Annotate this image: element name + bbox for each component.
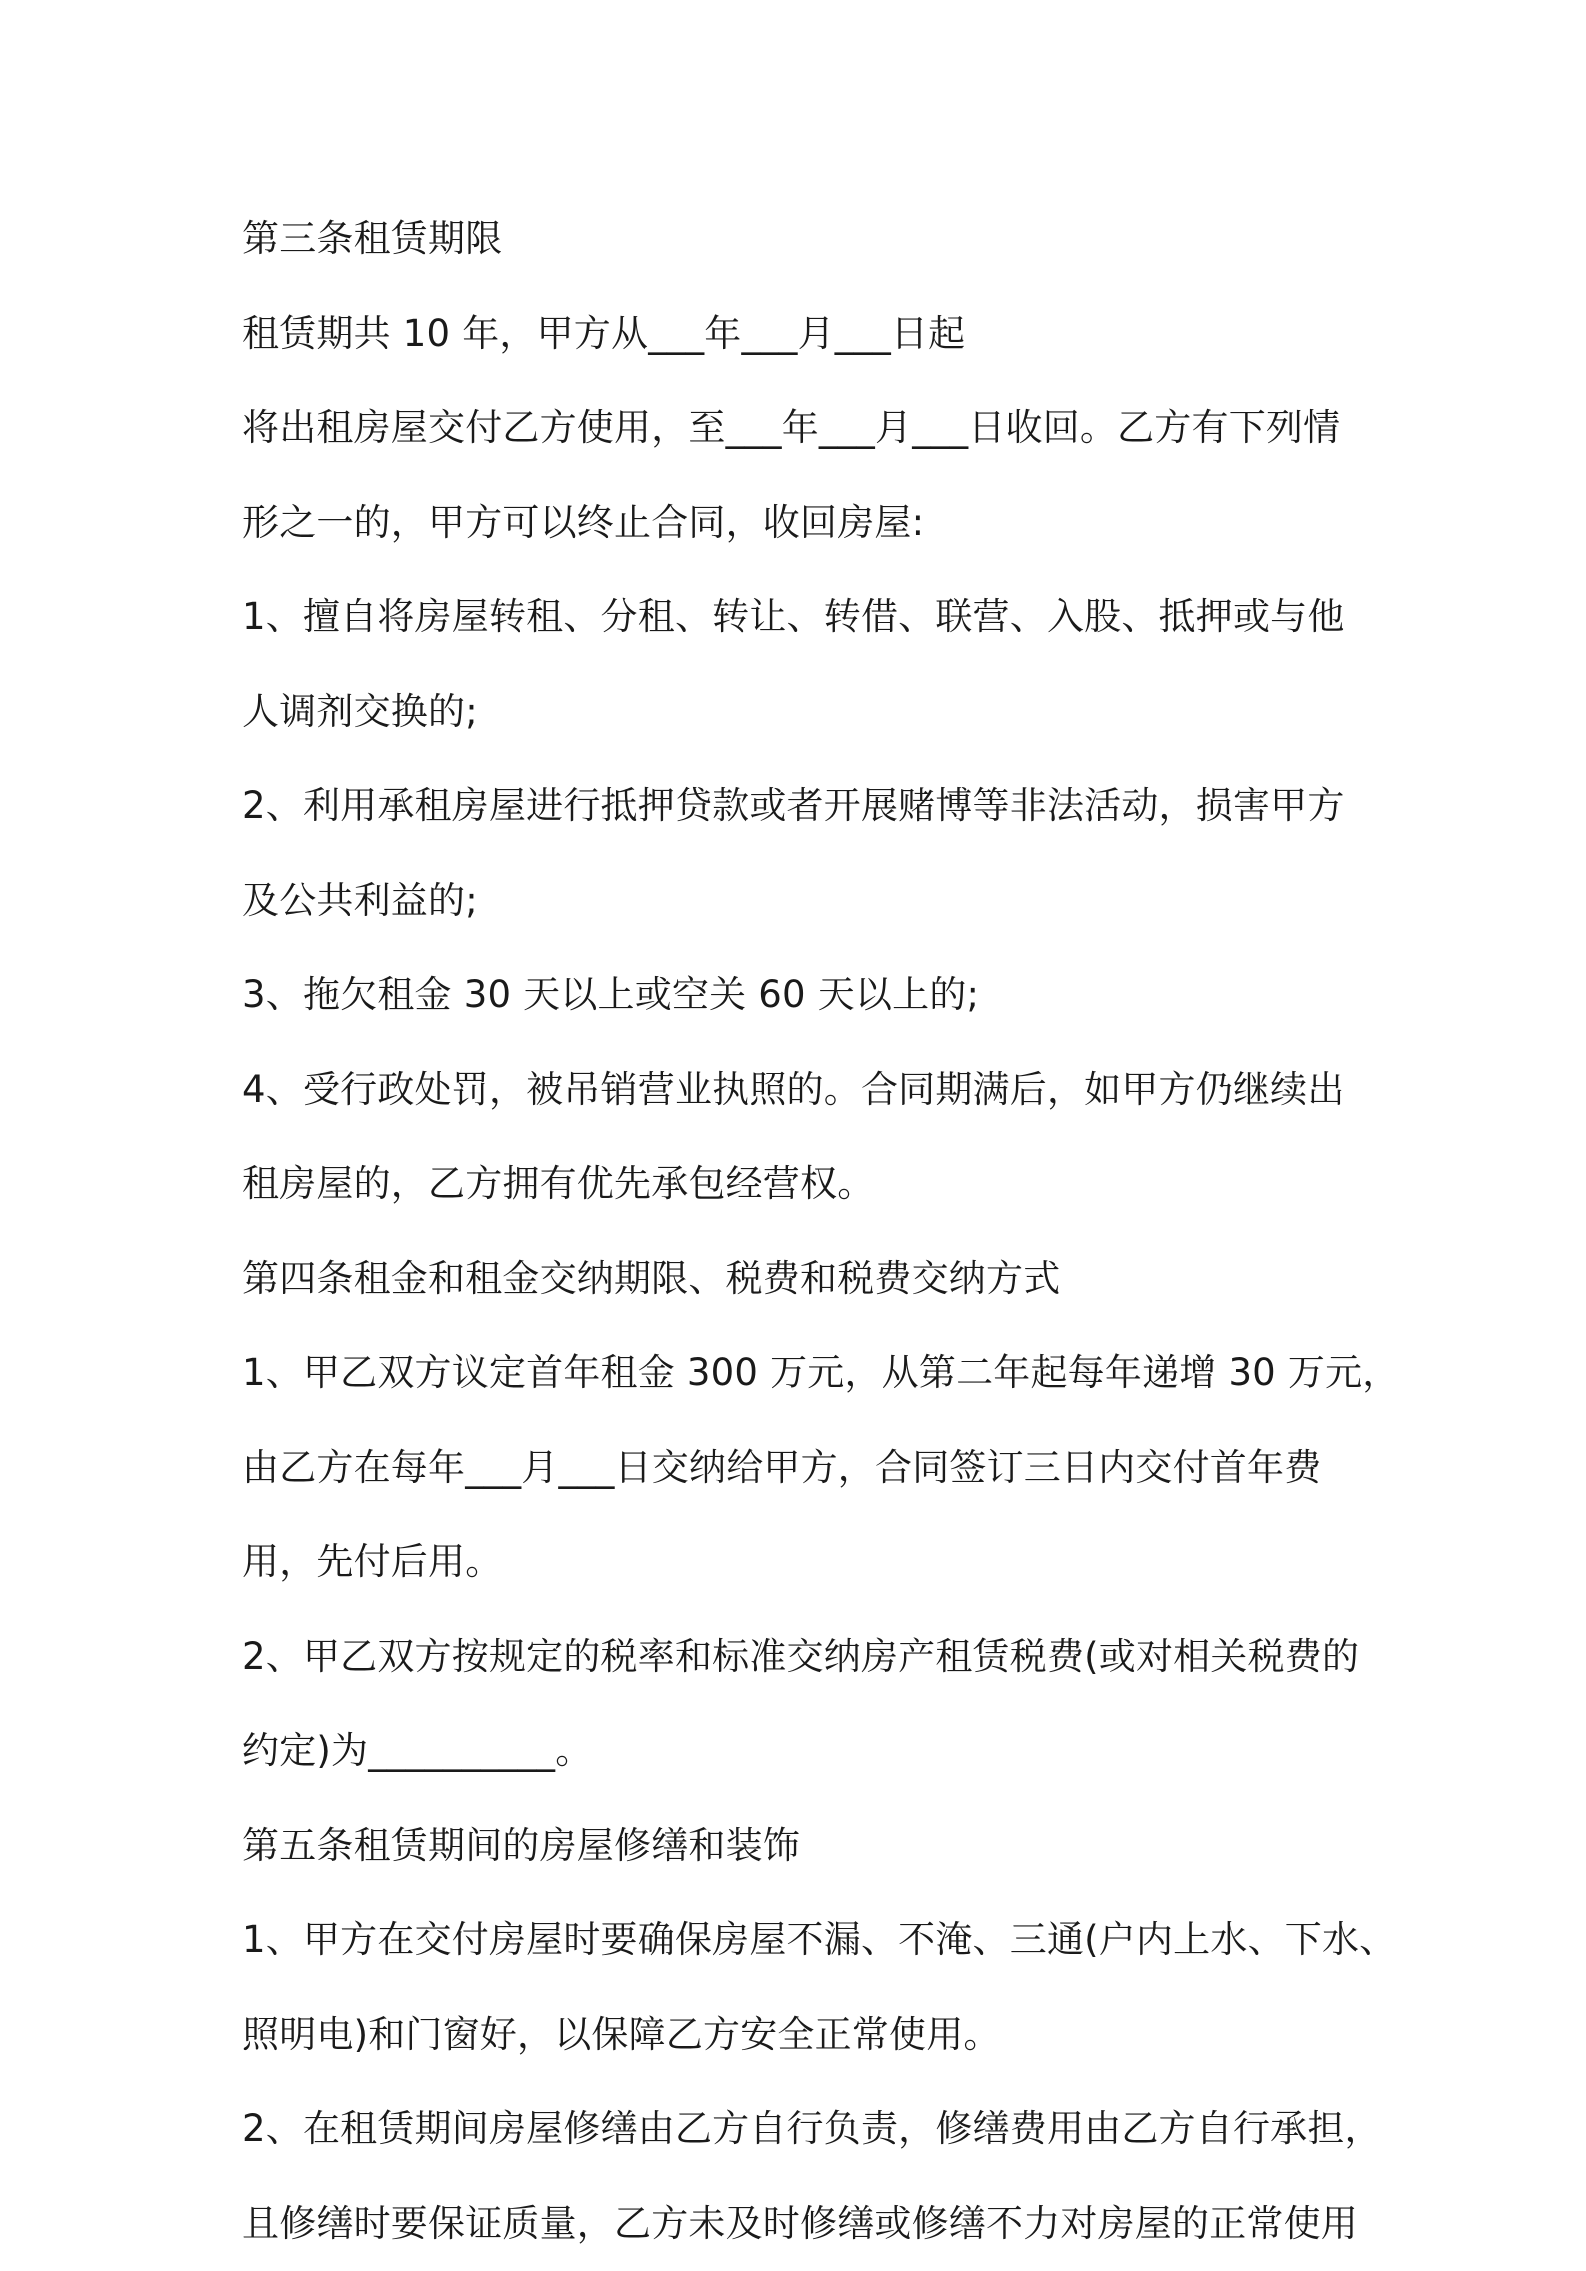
paragraph-line: 照明电)和门窗好，以保障乙方安全正常使用。 bbox=[242, 1988, 1362, 2083]
paragraph-line: 2、在租赁期间房屋修缮由乙方自行负责，修缮费用由乙方自行承担， bbox=[242, 2082, 1362, 2177]
paragraph-line: 用，先付后用。 bbox=[242, 1515, 1362, 1610]
paragraph-line: 形之一的，甲方可以终止合同，收回房屋: bbox=[242, 476, 1362, 571]
paragraph-line: 且修缮时要保证质量，乙方未及时修缮或修缮不力对房屋的正常使用 bbox=[242, 2177, 1362, 2271]
paragraph-line: 3、拖欠租金 30 天以上或空关 60 天以上的; bbox=[242, 948, 1362, 1043]
paragraph-line: 2、甲乙双方按规定的税率和标准交纳房产租赁税费(或对相关税费的 bbox=[242, 1610, 1362, 1705]
paragraph-line: 将出租房屋交付乙方使用，至___年___月___日收回。乙方有下列情 bbox=[242, 381, 1362, 476]
paragraph-line: 2、利用承租房屋进行抵押贷款或者开展赌博等非法活动，损害甲方 bbox=[242, 759, 1362, 854]
paragraph-line: 1、擅自将房屋转租、分租、转让、转借、联营、入股、抵押或与他 bbox=[242, 570, 1362, 665]
paragraph-line: 人调剂交换的; bbox=[242, 665, 1362, 760]
section-heading-article-4: 第四条租金和租金交纳期限、税费和税费交纳方式 bbox=[242, 1232, 1362, 1327]
paragraph-line: 约定)为__________。 bbox=[242, 1704, 1362, 1799]
paragraph-line: 1、甲乙双方议定首年租金 300 万元，从第二年起每年递增 30 万元， bbox=[242, 1326, 1362, 1421]
paragraph-line: 由乙方在每年___月___日交纳给甲方，合同签订三日内交付首年费 bbox=[242, 1421, 1362, 1516]
section-heading-article-3: 第三条租赁期限 bbox=[242, 192, 1362, 287]
paragraph-line: 及公共利益的; bbox=[242, 854, 1362, 949]
section-heading-article-5: 第五条租赁期间的房屋修缮和装饰 bbox=[242, 1799, 1362, 1894]
paragraph-line: 1、甲方在交付房屋时要确保房屋不漏、不淹、三通(户内上水、下水、 bbox=[242, 1893, 1362, 1988]
paragraph-line: 租赁期共 10 年，甲方从___年___月___日起 bbox=[242, 287, 1362, 382]
paragraph-line: 租房屋的，乙方拥有优先承包经营权。 bbox=[242, 1137, 1362, 1232]
document-body bbox=[242, 192, 1362, 2271]
paragraph-line: 4、受行政处罚，被吊销营业执照的。合同期满后，如甲方仍继续出 bbox=[242, 1043, 1362, 1138]
